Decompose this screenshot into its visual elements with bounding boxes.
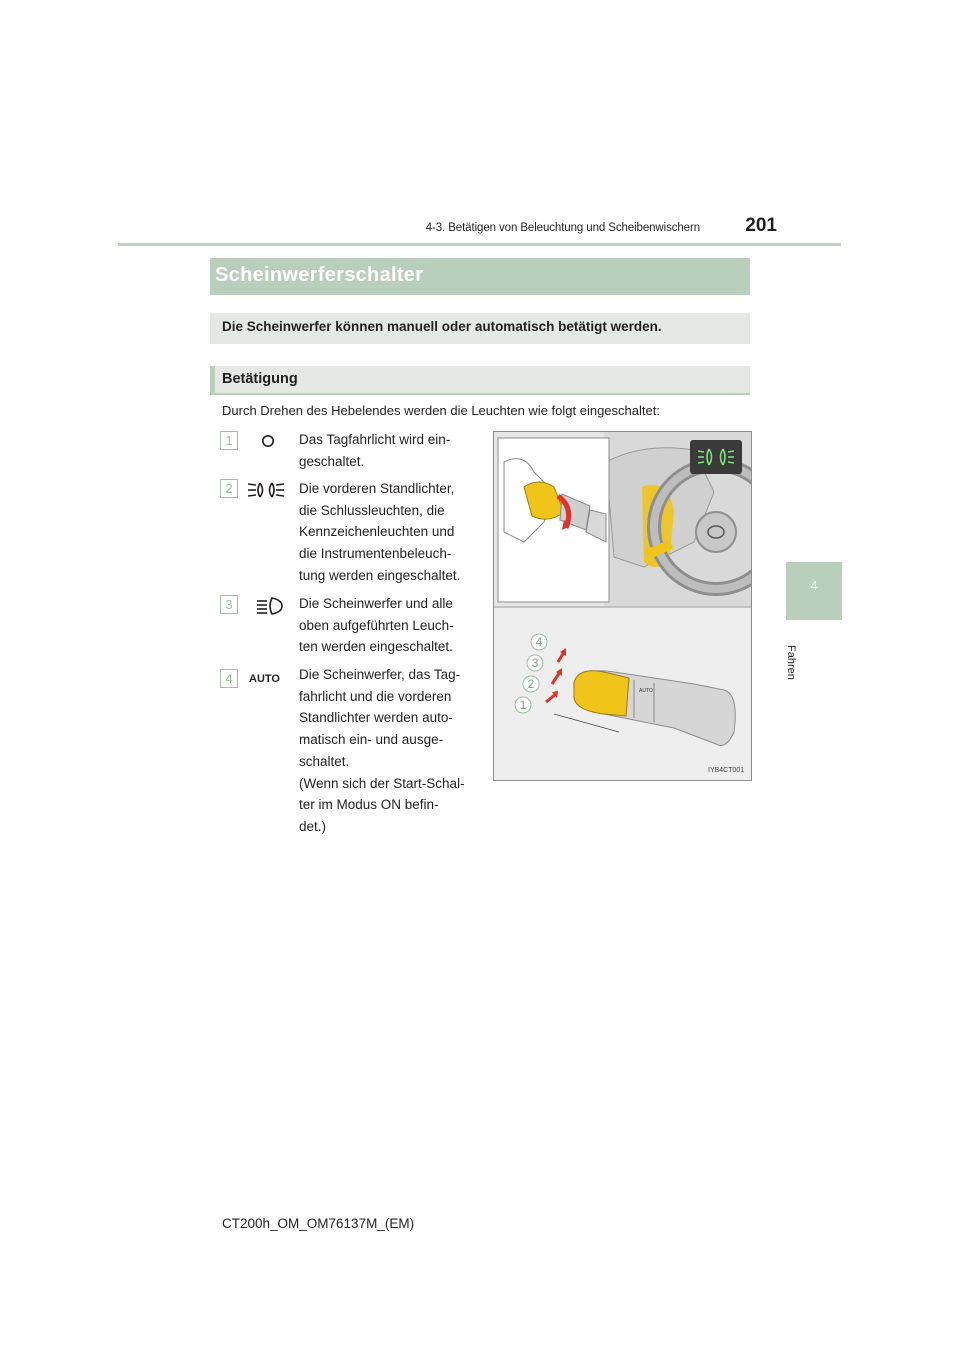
callout-1: 1 <box>519 698 527 712</box>
item-number-3: 3 <box>220 595 238 614</box>
item-4-line: matisch ein- und ausge- <box>299 732 444 748</box>
item-3-line: ten werden eingeschaltet. <box>299 639 453 655</box>
item-2-line: Kennzeichenleuchten und <box>299 524 455 540</box>
callout-2: 2 <box>527 677 535 691</box>
header-rule <box>118 243 841 246</box>
chapter-tab-label: Fahren <box>785 645 797 680</box>
parking-lights-icon <box>246 480 286 505</box>
item-text-2 <box>299 478 465 587</box>
subsection-title: Betätigung <box>222 371 298 387</box>
item-4-line: schaltet. <box>299 753 350 769</box>
item-number-2: 2 <box>220 479 238 498</box>
item-2-line: Die vorderen Standlichter, <box>299 481 455 496</box>
callout-3: 3 <box>531 656 539 670</box>
item-2-line: tung werden eingeschaltet. <box>299 567 461 583</box>
summary-text: Die Scheinwerfer können manuell oder automatisch betätigt werden. <box>222 319 662 334</box>
footer-doc-id: CT200h_OM_OM76137M_(EM) <box>222 1216 415 1231</box>
auto-icon: AUTO <box>249 673 280 685</box>
item-4-line: Standlichter werden auto- <box>299 710 453 726</box>
callout-4: 4 <box>535 635 543 649</box>
figure-code: IYB4CT001 <box>708 767 745 774</box>
item-4-line: det.) <box>299 818 327 834</box>
item-2-line: die Schlussleuchten, die <box>299 502 445 518</box>
item-1-line: geschaltet. <box>299 453 365 469</box>
off-ring-icon <box>260 433 276 454</box>
item-text-4 <box>299 664 465 838</box>
item-text-3 <box>299 593 465 658</box>
item-number-1: 1 <box>220 431 238 450</box>
page-number: 201 <box>745 215 777 236</box>
section-title: Scheinwerferschalter <box>215 264 424 286</box>
item-text-1 <box>299 429 465 472</box>
figure-headlight-switch <box>493 431 752 781</box>
item-4-line: fahrlicht und die vorderen <box>299 688 452 704</box>
item-number-4: 4 <box>220 669 238 688</box>
item-4-line: (Wenn sich der Start-Schal- <box>299 775 465 791</box>
subsection-accent <box>210 366 215 393</box>
switch-auto-text: AUTO <box>639 688 653 694</box>
chapter-tab-number: 4 <box>810 578 818 593</box>
item-2-line: die Instrumentenbeleuch- <box>299 546 452 562</box>
item-1-line: Das Tagfahrlicht wird ein- <box>299 432 451 447</box>
item-3-line: Die Scheinwerfer und alle <box>299 596 453 611</box>
figure-illustration <box>494 432 751 780</box>
item-4-line: ter im Modus ON befin- <box>299 797 439 813</box>
headlight-icon <box>256 596 284 621</box>
intro-text: Durch Drehen des Hebelendes werden die Leuchten wie folgt eingeschaltet: <box>222 403 660 418</box>
item-4-line: Die Scheinwerfer, das Tag- <box>299 667 461 682</box>
header-section-title: 4-3. Betätigen von Beleuchtung und Scheibenwischern <box>425 222 700 234</box>
item-3-line: oben aufgeführten Leuch- <box>299 617 454 633</box>
